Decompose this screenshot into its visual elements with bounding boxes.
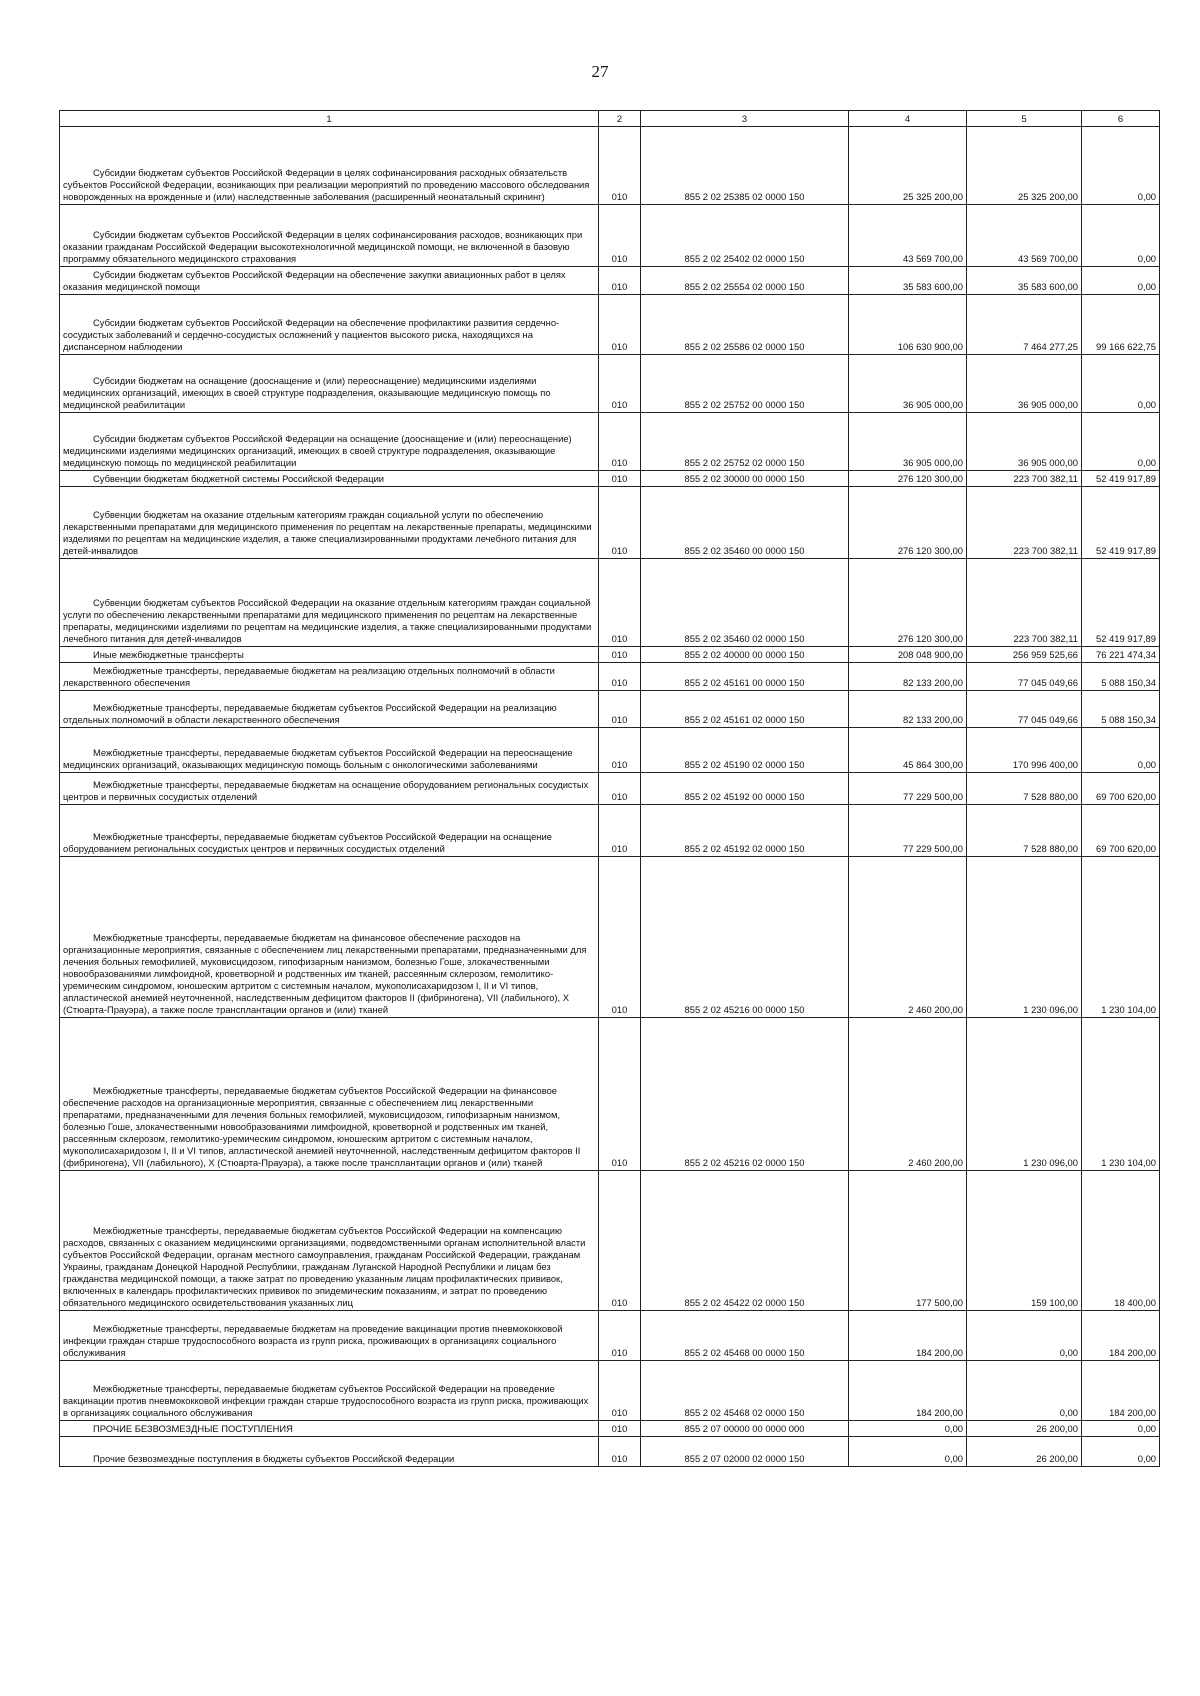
row-amount-col4: 0,00 xyxy=(849,1437,967,1467)
row-amount-col4: 36 905 000,00 xyxy=(849,413,967,471)
row-line-code: 010 xyxy=(599,487,641,559)
row-amount-col5: 35 583 600,00 xyxy=(967,267,1082,295)
table-row xyxy=(60,487,1160,559)
row-amount-col4: 276 120 300,00 xyxy=(849,471,967,487)
row-amount-col5: 1 230 096,00 xyxy=(967,857,1082,1018)
row-amount-col6: 184 200,00 xyxy=(1082,1311,1160,1361)
row-amount-col4: 276 120 300,00 xyxy=(849,487,967,559)
row-amount-col6: 5 088 150,34 xyxy=(1082,691,1160,728)
row-amount-col4: 45 864 300,00 xyxy=(849,728,967,773)
row-amount-col4: 43 569 700,00 xyxy=(849,205,967,267)
row-amount-col6: 1 230 104,00 xyxy=(1082,1018,1160,1171)
table-row xyxy=(60,805,1160,857)
row-amount-col5: 170 996 400,00 xyxy=(967,728,1082,773)
column-header: 6 xyxy=(1082,111,1160,127)
row-description: Субвенции бюджетам бюджетной системы Российской Федерации xyxy=(60,471,599,487)
row-amount-col4: 25 325 200,00 xyxy=(849,127,967,205)
row-amount-col6: 18 400,00 xyxy=(1082,1171,1160,1311)
column-header: 3 xyxy=(641,111,849,127)
row-description: Субсидии бюджетам субъектов Российской Федерации на обеспечение закупки авиационных работ в целях оказания медицинской помощи xyxy=(60,267,599,295)
row-line-code: 010 xyxy=(599,355,641,413)
row-description: Прочие безвозмездные поступления в бюджеты субъектов Российской Федерации xyxy=(60,1437,599,1467)
table-row xyxy=(60,728,1160,773)
row-amount-col5: 36 905 000,00 xyxy=(967,355,1082,413)
table-row xyxy=(60,295,1160,355)
row-amount-col4: 184 200,00 xyxy=(849,1311,967,1361)
row-line-code: 010 xyxy=(599,1361,641,1421)
row-amount-col5: 77 045 049,66 xyxy=(967,663,1082,691)
row-line-code: 010 xyxy=(599,471,641,487)
row-description: Субсидии бюджетам на оснащение (дооснащение и (или) переоснащение) медицинскими изделиями медицинских организаций, имеющих в своей структуре подразделения, оказывающие медицинскую помощь по медицинской реабилитации xyxy=(60,355,599,413)
row-amount-col6: 0,00 xyxy=(1082,1437,1160,1467)
row-budget-code: 855 2 02 25385 02 0000 150 xyxy=(641,127,849,205)
table-row xyxy=(60,1437,1160,1467)
row-line-code: 010 xyxy=(599,728,641,773)
row-amount-col5: 7 464 277,25 xyxy=(967,295,1082,355)
row-amount-col5: 159 100,00 xyxy=(967,1171,1082,1311)
row-description: Межбюджетные трансферты, передаваемые бюджетам на финансовое обеспечение расходов на организационные мероприятия, связанные с обеспечением лиц лекарственными препаратами, предназначенными для лечения больных гемофилией, муковисцидозом, гипофизарным нанизмом, болезнью Гоше, злокачественными новообразованиями лимфоидной, кроветворной и родственных им тканей, рассеянным склерозом, гемолитико-уремическим синдромом, юношеским артритом с системным началом, мукополисахаридозом I, II и VI типов, апластической анемией неуточненной, наследственным дефицитом факторов II (фибриногена), VII (лабильного), X (Стюарта-Прауэра), а также после трансплантации органов и (или) тканей xyxy=(60,857,599,1018)
row-amount-col5: 0,00 xyxy=(967,1361,1082,1421)
table-row xyxy=(60,471,1160,487)
row-amount-col6: 0,00 xyxy=(1082,728,1160,773)
row-line-code: 010 xyxy=(599,1421,641,1437)
row-amount-col4: 2 460 200,00 xyxy=(849,1018,967,1171)
row-description: Межбюджетные трансферты, передаваемые бюджетам субъектов Российской Федерации на переоснащение медицинских организаций, оказывающих медицинскую помощь больным с онкологическими заболеваниями xyxy=(60,728,599,773)
row-amount-col5: 1 230 096,00 xyxy=(967,1018,1082,1171)
row-amount-col5: 25 325 200,00 xyxy=(967,127,1082,205)
row-line-code: 010 xyxy=(599,647,641,663)
row-amount-col6: 0,00 xyxy=(1082,267,1160,295)
row-description: Межбюджетные трансферты, передаваемые бюджетам субъектов Российской Федерации на компенсацию расходов, связанных с оказанием медицинскими организациями, подведомственными органам исполнительной власти субъектов Российской Федерации, органам местного самоуправления, гражданам Российской Федерации, гражданам Украины, гражданам Донецкой Народной Республики, гражданам Луганской Народной Республики и лицам без гражданства медицинской помощи, а также затрат по проведению указанным лицам профилактических прививок, включенных в календарь профилактических прививок по эпидемическим показаниям, и затрат по проведению обязательного медицинского освидетельствования указанных лиц xyxy=(60,1171,599,1311)
row-line-code: 010 xyxy=(599,1311,641,1361)
row-description: Межбюджетные трансферты, передаваемые бюджетам на реализацию отдельных полномочий в области лекарственного обеспечения xyxy=(60,663,599,691)
row-line-code: 010 xyxy=(599,205,641,267)
row-amount-col6: 0,00 xyxy=(1082,127,1160,205)
row-line-code: 010 xyxy=(599,295,641,355)
row-amount-col4: 0,00 xyxy=(849,1421,967,1437)
row-description: Межбюджетные трансферты, передаваемые бюджетам субъектов Российской Федерации на финансовое обеспечение расходов на организационные мероприятия, связанные с обеспечением лиц лекарственными препаратами, предназначенными для лечения больных гемофилией, муковисцидозом, гипофизарным нанизмом, болезнью Гоше, злокачественными новообразованиями лимфоидной, кроветворной и родственных им тканей, рассеянным склерозом, гемолитико-уремическим синдромом, юношеским артритом с системным началом, мукополисахаридозом I, II и VI типов, апластической анемией неуточненной, наследственным дефицитом факторов II (фибриногена), VII (лабильного), X (Стюарта-Прауэра), а также после трансплантации органов и (или) тканей xyxy=(60,1018,599,1171)
table-row xyxy=(60,647,1160,663)
row-description: Межбюджетные трансферты, передаваемые бюджетам субъектов Российской Федерации на реализацию отдельных полномочий в области лекарственного обеспечения xyxy=(60,691,599,728)
row-amount-col6: 5 088 150,34 xyxy=(1082,663,1160,691)
row-amount-col4: 77 229 500,00 xyxy=(849,773,967,805)
row-amount-col5: 26 200,00 xyxy=(967,1437,1082,1467)
row-amount-col6: 184 200,00 xyxy=(1082,1361,1160,1421)
table-row xyxy=(60,691,1160,728)
row-description: Иные межбюджетные трансферты xyxy=(60,647,599,663)
row-budget-code: 855 2 02 25402 02 0000 150 xyxy=(641,205,849,267)
row-line-code: 010 xyxy=(599,857,641,1018)
row-amount-col5: 43 569 700,00 xyxy=(967,205,1082,267)
row-budget-code: 855 2 02 35460 00 0000 150 xyxy=(641,487,849,559)
row-amount-col6: 0,00 xyxy=(1082,355,1160,413)
table-row xyxy=(60,773,1160,805)
row-budget-code: 855 2 02 45161 00 0000 150 xyxy=(641,663,849,691)
table-row xyxy=(60,355,1160,413)
row-budget-code: 855 2 02 45161 02 0000 150 xyxy=(641,691,849,728)
row-description: Субвенции бюджетам субъектов Российской Федерации на оказание отдельным категориям граждан социальной услуги по обеспечению лекарственными препаратами для медицинского применения по рецептам на лекарственные препараты, медицинскими изделиями по рецептам на медицинские изделия, а также специализированными продуктами лечебного питания для детей-инвалидов xyxy=(60,559,599,647)
row-amount-col5: 77 045 049,66 xyxy=(967,691,1082,728)
row-amount-col6: 76 221 474,34 xyxy=(1082,647,1160,663)
row-amount-col6: 52 419 917,89 xyxy=(1082,559,1160,647)
row-amount-col6: 52 419 917,89 xyxy=(1082,471,1160,487)
table-row xyxy=(60,1421,1160,1437)
row-amount-col6: 0,00 xyxy=(1082,1421,1160,1437)
budget-revenue-table xyxy=(59,110,1160,1467)
row-budget-code: 855 2 02 45192 00 0000 150 xyxy=(641,773,849,805)
row-amount-col5: 0,00 xyxy=(967,1311,1082,1361)
row-amount-col5: 223 700 382,11 xyxy=(967,487,1082,559)
row-line-code: 010 xyxy=(599,267,641,295)
row-budget-code: 855 2 02 25752 02 0000 150 xyxy=(641,413,849,471)
row-line-code: 010 xyxy=(599,691,641,728)
row-amount-col4: 184 200,00 xyxy=(849,1361,967,1421)
table-row xyxy=(60,857,1160,1018)
row-amount-col5: 26 200,00 xyxy=(967,1421,1082,1437)
row-budget-code: 855 2 02 25586 02 0000 150 xyxy=(641,295,849,355)
row-description: Межбюджетные трансферты, передаваемые бюджетам субъектов Российской Федерации на оснащение оборудованием региональных сосудистых центров и первичных сосудистых отделений xyxy=(60,805,599,857)
row-budget-code: 855 2 02 45216 00 0000 150 xyxy=(641,857,849,1018)
row-line-code: 010 xyxy=(599,1437,641,1467)
row-amount-col5: 7 528 880,00 xyxy=(967,773,1082,805)
column-header: 1 xyxy=(60,111,599,127)
row-amount-col4: 35 583 600,00 xyxy=(849,267,967,295)
row-amount-col5: 7 528 880,00 xyxy=(967,805,1082,857)
row-amount-col5: 256 959 525,66 xyxy=(967,647,1082,663)
row-line-code: 010 xyxy=(599,559,641,647)
row-budget-code: 855 2 02 45468 02 0000 150 xyxy=(641,1361,849,1421)
row-budget-code: 855 2 02 30000 00 0000 150 xyxy=(641,471,849,487)
table-row xyxy=(60,127,1160,205)
table-row xyxy=(60,559,1160,647)
page-number: 27 xyxy=(591,62,609,81)
table-row xyxy=(60,1361,1160,1421)
row-amount-col4: 82 133 200,00 xyxy=(849,691,967,728)
row-line-code: 010 xyxy=(599,805,641,857)
row-description: ПРОЧИЕ БЕЗВОЗМЕЗДНЫЕ ПОСТУПЛЕНИЯ xyxy=(60,1421,599,1437)
row-amount-col6: 99 166 622,75 xyxy=(1082,295,1160,355)
row-line-code: 010 xyxy=(599,1018,641,1171)
table-row xyxy=(60,1311,1160,1361)
column-number-row xyxy=(60,111,1160,127)
row-budget-code: 855 2 02 45216 02 0000 150 xyxy=(641,1018,849,1171)
row-amount-col6: 52 419 917,89 xyxy=(1082,487,1160,559)
row-description: Межбюджетные трансферты, передаваемые бюджетам субъектов Российской Федерации на проведение вакцинации против пневмококковой инфекции граждан старше трудоспособного возраста из групп риска, проживающих в организациях социального обслуживания xyxy=(60,1361,599,1421)
row-amount-col4: 177 500,00 xyxy=(849,1171,967,1311)
row-description: Межбюджетные трансферты, передаваемые бюджетам на оснащение оборудованием региональных сосудистых центров и первичных сосудистых отделений xyxy=(60,773,599,805)
row-amount-col5: 223 700 382,11 xyxy=(967,471,1082,487)
table-row xyxy=(60,205,1160,267)
row-amount-col4: 276 120 300,00 xyxy=(849,559,967,647)
column-header: 5 xyxy=(967,111,1082,127)
row-amount-col4: 36 905 000,00 xyxy=(849,355,967,413)
row-description: Межбюджетные трансферты, передаваемые бюджетам на проведение вакцинации против пневмококковой инфекции граждан старше трудоспособного возраста из групп риска, проживающих в организациях социального обслуживания xyxy=(60,1311,599,1361)
row-budget-code: 855 2 02 45422 02 0000 150 xyxy=(641,1171,849,1311)
row-budget-code: 855 2 02 35460 02 0000 150 xyxy=(641,559,849,647)
row-amount-col4: 82 133 200,00 xyxy=(849,663,967,691)
row-amount-col6: 69 700 620,00 xyxy=(1082,773,1160,805)
row-line-code: 010 xyxy=(599,663,641,691)
row-amount-col6: 0,00 xyxy=(1082,413,1160,471)
row-budget-code: 855 2 02 25554 02 0000 150 xyxy=(641,267,849,295)
row-description: Субсидии бюджетам субъектов Российской Федерации на обеспечение профилактики развития сердечно-сосудистых заболеваний и сердечно-сосудистых осложнений у пациентов высокого риска, находящихся на диспансерном наблюдении xyxy=(60,295,599,355)
row-amount-col4: 2 460 200,00 xyxy=(849,857,967,1018)
table-row xyxy=(60,267,1160,295)
row-amount-col5: 36 905 000,00 xyxy=(967,413,1082,471)
row-line-code: 010 xyxy=(599,413,641,471)
row-amount-col6: 1 230 104,00 xyxy=(1082,857,1160,1018)
row-amount-col6: 69 700 620,00 xyxy=(1082,805,1160,857)
row-amount-col6: 0,00 xyxy=(1082,205,1160,267)
row-amount-col5: 223 700 382,11 xyxy=(967,559,1082,647)
column-header: 2 xyxy=(599,111,641,127)
row-line-code: 010 xyxy=(599,773,641,805)
row-description: Субсидии бюджетам субъектов Российской Федерации на оснащение (дооснащение и (или) переоснащение) медицинскими изделиями медицинских организаций, имеющих в своей структуре подразделения, оказывающие медицинскую помощь по медицинской реабилитации xyxy=(60,413,599,471)
row-budget-code: 855 2 02 25752 00 0000 150 xyxy=(641,355,849,413)
row-description: Субсидии бюджетам субъектов Российской Федерации в целях софинансирования расходных обязательств субъектов Российской Федерации, возникающих при реализации мероприятий по проведению массового обследования новорожденных на врожденные и (или) наследственные заболевания (расширенный неонатальный скрининг) xyxy=(60,127,599,205)
table-row xyxy=(60,413,1160,471)
table-row xyxy=(60,1018,1160,1171)
column-header: 4 xyxy=(849,111,967,127)
row-line-code: 010 xyxy=(599,127,641,205)
table-row xyxy=(60,1171,1160,1311)
table-row xyxy=(60,663,1160,691)
row-line-code: 010 xyxy=(599,1171,641,1311)
row-amount-col4: 106 630 900,00 xyxy=(849,295,967,355)
row-description: Субсидии бюджетам субъектов Российской Федерации в целях софинансирования расходов, возникающих при оказании гражданам Российской Федерации высокотехнологичной медицинской помощи, не включенной в базовую программу обязательного медицинского страхования xyxy=(60,205,599,267)
row-amount-col4: 77 229 500,00 xyxy=(849,805,967,857)
row-budget-code: 855 2 02 40000 00 0000 150 xyxy=(641,647,849,663)
row-budget-code: 855 2 02 45468 00 0000 150 xyxy=(641,1311,849,1361)
row-budget-code: 855 2 02 45190 02 0000 150 xyxy=(641,728,849,773)
row-amount-col4: 208 048 900,00 xyxy=(849,647,967,663)
row-budget-code: 855 2 07 02000 02 0000 150 xyxy=(641,1437,849,1467)
row-budget-code: 855 2 02 45192 02 0000 150 xyxy=(641,805,849,857)
row-budget-code: 855 2 07 00000 00 0000 000 xyxy=(641,1421,849,1437)
row-description: Субвенции бюджетам на оказание отдельным категориям граждан социальной услуги по обеспечению лекарственными препаратами для медицинского применения по рецептам на лекарственные препараты, медицинскими изделиями по рецептам на медицинские изделия, а также специализированными продуктами лечебного питания для детей-инвалидов xyxy=(60,487,599,559)
